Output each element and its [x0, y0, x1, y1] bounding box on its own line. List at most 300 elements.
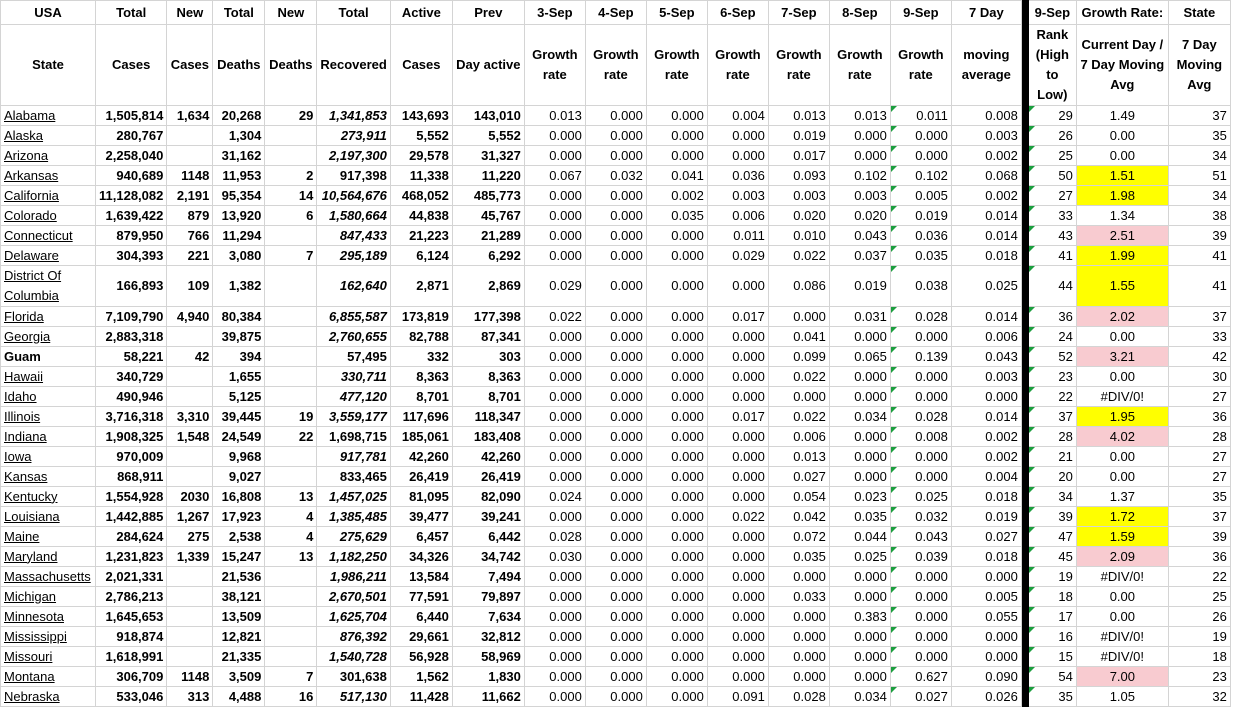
cases-cell[interactable]: 1,639,422 [96, 206, 167, 226]
g1-cell[interactable]: 0.029 [524, 266, 585, 307]
moving-cell[interactable]: 35 [1168, 126, 1230, 146]
g3-cell[interactable]: 0.000 [646, 527, 707, 547]
new-cases-cell[interactable]: 313 [167, 687, 213, 707]
g3-cell[interactable]: 0.000 [646, 607, 707, 627]
g7-cell[interactable]: 0.000 [890, 447, 951, 467]
ratio-cell[interactable]: 0.00 [1076, 607, 1168, 627]
header-cell[interactable]: Growth rate [646, 25, 707, 106]
moving-cell[interactable]: 18 [1168, 647, 1230, 667]
active-cell[interactable]: 5,552 [390, 126, 452, 146]
g6-cell[interactable]: 0.023 [829, 487, 890, 507]
header-cell[interactable]: Current Day / 7 Day Moving Avg [1076, 25, 1168, 106]
new-cases-cell[interactable]: 109 [167, 266, 213, 307]
avg-cell[interactable]: 0.000 [951, 567, 1021, 587]
g1-cell[interactable]: 0.024 [524, 487, 585, 507]
cases-cell[interactable]: 304,393 [96, 246, 167, 266]
g3-cell[interactable]: 0.002 [646, 186, 707, 206]
g7-cell[interactable]: 0.039 [890, 547, 951, 567]
state-cell[interactable] [1, 367, 96, 387]
g7-cell[interactable]: 0.011 [890, 106, 951, 126]
recovered-cell[interactable]: 57,495 [317, 347, 390, 367]
g7-cell[interactable]: 0.000 [890, 467, 951, 487]
g2-cell[interactable]: 0.000 [585, 186, 646, 206]
g6-cell[interactable]: 0.000 [829, 587, 890, 607]
moving-cell[interactable]: 28 [1168, 427, 1230, 447]
g6-cell[interactable]: 0.000 [829, 447, 890, 467]
g1-cell[interactable]: 0.000 [524, 567, 585, 587]
g6-cell[interactable]: 0.102 [829, 166, 890, 186]
g3-cell[interactable]: 0.000 [646, 507, 707, 527]
deaths-cell[interactable]: 13,509 [213, 607, 265, 627]
recovered-cell[interactable]: 275,629 [317, 527, 390, 547]
new-deaths-cell[interactable] [265, 567, 317, 587]
g3-cell[interactable]: 0.000 [646, 447, 707, 467]
column-divider[interactable] [1021, 467, 1028, 487]
recovered-cell[interactable]: 10,564,676 [317, 186, 390, 206]
header-cell[interactable]: State [1168, 1, 1230, 25]
rank-cell[interactable]: 21 [1028, 447, 1076, 467]
g6-cell[interactable]: 0.035 [829, 507, 890, 527]
new-cases-cell[interactable]: 3,310 [167, 407, 213, 427]
avg-cell[interactable]: 0.003 [951, 367, 1021, 387]
ratio-cell[interactable]: 1.37 [1076, 487, 1168, 507]
new-cases-cell[interactable] [167, 567, 213, 587]
prev-cell[interactable]: 34,742 [452, 547, 524, 567]
cases-cell[interactable]: 879,950 [96, 226, 167, 246]
g6-cell[interactable]: 0.000 [829, 367, 890, 387]
rank-cell[interactable]: 50 [1028, 166, 1076, 186]
g3-cell[interactable]: 0.035 [646, 206, 707, 226]
active-cell[interactable]: 332 [390, 347, 452, 367]
g6-cell[interactable]: 0.000 [829, 427, 890, 447]
new-deaths-cell[interactable] [265, 647, 317, 667]
header-cell[interactable]: Total [213, 1, 265, 25]
g3-cell[interactable]: 0.000 [646, 106, 707, 126]
g7-cell[interactable]: 0.000 [890, 627, 951, 647]
deaths-cell[interactable]: 20,268 [213, 106, 265, 126]
g5-cell[interactable]: 0.033 [768, 587, 829, 607]
g6-cell[interactable]: 0.037 [829, 246, 890, 266]
state-link[interactable]: Arkansas [4, 167, 59, 183]
recovered-cell[interactable]: 847,433 [317, 226, 390, 246]
avg-cell[interactable]: 0.005 [951, 587, 1021, 607]
g7-cell[interactable]: 0.000 [890, 587, 951, 607]
moving-cell[interactable]: 22 [1168, 567, 1230, 587]
cases-cell[interactable]: 970,009 [96, 447, 167, 467]
g4-cell[interactable]: 0.000 [707, 387, 768, 407]
g2-cell[interactable]: 0.000 [585, 307, 646, 327]
avg-cell[interactable]: 0.090 [951, 667, 1021, 687]
recovered-cell[interactable]: 517,130 [317, 687, 390, 707]
avg-cell[interactable]: 0.000 [951, 627, 1021, 647]
g2-cell[interactable]: 0.000 [585, 447, 646, 467]
recovered-cell[interactable]: 876,392 [317, 627, 390, 647]
g7-cell[interactable]: 0.028 [890, 407, 951, 427]
moving-cell[interactable]: 37 [1168, 307, 1230, 327]
state-cell[interactable] [1, 327, 96, 347]
cases-cell[interactable]: 868,911 [96, 467, 167, 487]
g5-cell[interactable]: 0.000 [768, 387, 829, 407]
g7-cell[interactable]: 0.102 [890, 166, 951, 186]
rank-cell[interactable]: 20 [1028, 467, 1076, 487]
header-cell[interactable]: Prev [452, 1, 524, 25]
g4-cell[interactable]: 0.000 [707, 367, 768, 387]
g7-cell[interactable]: 0.035 [890, 246, 951, 266]
ratio-cell[interactable]: 0.00 [1076, 587, 1168, 607]
deaths-cell[interactable]: 11,294 [213, 226, 265, 246]
g5-cell[interactable]: 0.017 [768, 146, 829, 166]
g7-cell[interactable]: 0.032 [890, 507, 951, 527]
active-cell[interactable]: 468,052 [390, 186, 452, 206]
deaths-cell[interactable]: 13,920 [213, 206, 265, 226]
state-cell[interactable] [1, 587, 96, 607]
column-divider[interactable] [1021, 25, 1028, 106]
prev-cell[interactable]: 45,767 [452, 206, 524, 226]
rank-cell[interactable]: 26 [1028, 126, 1076, 146]
avg-cell[interactable]: 0.068 [951, 166, 1021, 186]
active-cell[interactable]: 29,661 [390, 627, 452, 647]
g3-cell[interactable]: 0.000 [646, 367, 707, 387]
state-cell[interactable] [1, 567, 96, 587]
state-link[interactable]: Kansas [4, 468, 48, 484]
moving-cell[interactable]: 23 [1168, 667, 1230, 687]
prev-cell[interactable]: 82,090 [452, 487, 524, 507]
g2-cell[interactable]: 0.000 [585, 607, 646, 627]
cases-cell[interactable]: 1,505,814 [96, 106, 167, 126]
column-divider[interactable] [1021, 186, 1028, 206]
rank-cell[interactable]: 25 [1028, 146, 1076, 166]
active-cell[interactable]: 2,871 [390, 266, 452, 307]
recovered-cell[interactable]: 162,640 [317, 266, 390, 307]
column-divider[interactable] [1021, 487, 1028, 507]
state-link[interactable]: Minnesota [4, 608, 64, 624]
g5-cell[interactable]: 0.000 [768, 667, 829, 687]
g4-cell[interactable]: 0.000 [707, 347, 768, 367]
rank-cell[interactable]: 35 [1028, 687, 1076, 707]
deaths-cell[interactable]: 17,923 [213, 507, 265, 527]
active-cell[interactable]: 29,578 [390, 146, 452, 166]
recovered-cell[interactable]: 1,540,728 [317, 647, 390, 667]
g2-cell[interactable]: 0.000 [585, 327, 646, 347]
g3-cell[interactable]: 0.000 [646, 266, 707, 307]
new-deaths-cell[interactable] [265, 347, 317, 367]
column-divider[interactable] [1021, 1, 1028, 25]
state-link[interactable]: Indiana [4, 428, 47, 444]
recovered-cell[interactable]: 1,182,250 [317, 547, 390, 567]
g5-cell[interactable]: 0.000 [768, 567, 829, 587]
cases-cell[interactable]: 2,258,040 [96, 146, 167, 166]
ratio-cell[interactable]: 1.95 [1076, 407, 1168, 427]
column-divider[interactable] [1021, 647, 1028, 667]
g1-cell[interactable]: 0.000 [524, 667, 585, 687]
header-cell[interactable]: Cases [390, 25, 452, 106]
state-link[interactable]: Maryland [4, 548, 58, 564]
prev-cell[interactable]: 143,010 [452, 106, 524, 126]
new-cases-cell[interactable]: 766 [167, 226, 213, 246]
g3-cell[interactable]: 0.000 [646, 547, 707, 567]
state-cell[interactable] [1, 186, 96, 206]
ratio-cell[interactable]: 2.09 [1076, 547, 1168, 567]
column-divider[interactable] [1021, 246, 1028, 266]
header-cell[interactable]: Cases [96, 25, 167, 106]
moving-cell[interactable]: 38 [1168, 206, 1230, 226]
recovered-cell[interactable]: 1,385,485 [317, 507, 390, 527]
g2-cell[interactable]: 0.000 [585, 467, 646, 487]
new-deaths-cell[interactable]: 13 [265, 547, 317, 567]
g3-cell[interactable]: 0.000 [646, 587, 707, 607]
deaths-cell[interactable]: 39,875 [213, 327, 265, 347]
prev-cell[interactable]: 7,494 [452, 567, 524, 587]
header-cell[interactable]: New [265, 1, 317, 25]
header-cell[interactable]: Growth rate [524, 25, 585, 106]
g1-cell[interactable]: 0.067 [524, 166, 585, 186]
new-deaths-cell[interactable] [265, 607, 317, 627]
column-divider[interactable] [1021, 126, 1028, 146]
g4-cell[interactable]: 0.004 [707, 106, 768, 126]
header-cell[interactable]: 3-Sep [524, 1, 585, 25]
moving-cell[interactable]: 34 [1168, 186, 1230, 206]
cases-cell[interactable]: 1,231,823 [96, 547, 167, 567]
new-deaths-cell[interactable] [265, 587, 317, 607]
prev-cell[interactable]: 183,408 [452, 427, 524, 447]
column-divider[interactable] [1021, 106, 1028, 126]
new-cases-cell[interactable] [167, 627, 213, 647]
g5-cell[interactable]: 0.000 [768, 627, 829, 647]
ratio-cell[interactable]: 1.51 [1076, 166, 1168, 186]
new-cases-cell[interactable]: 879 [167, 206, 213, 226]
moving-cell[interactable]: 30 [1168, 367, 1230, 387]
prev-cell[interactable]: 11,220 [452, 166, 524, 186]
header-cell[interactable]: 7-Sep [768, 1, 829, 25]
cases-cell[interactable]: 918,874 [96, 627, 167, 647]
new-deaths-cell[interactable]: 2 [265, 166, 317, 186]
new-cases-cell[interactable]: 1,548 [167, 427, 213, 447]
g6-cell[interactable]: 0.065 [829, 347, 890, 367]
avg-cell[interactable]: 0.002 [951, 146, 1021, 166]
header-cell[interactable]: Day active [452, 25, 524, 106]
g5-cell[interactable]: 0.013 [768, 106, 829, 126]
rank-cell[interactable]: 24 [1028, 327, 1076, 347]
ratio-cell[interactable]: 4.02 [1076, 427, 1168, 447]
g1-cell[interactable]: 0.000 [524, 367, 585, 387]
avg-cell[interactable]: 0.000 [951, 387, 1021, 407]
active-cell[interactable]: 44,838 [390, 206, 452, 226]
ratio-cell[interactable]: 1.34 [1076, 206, 1168, 226]
active-cell[interactable]: 82,788 [390, 327, 452, 347]
header-cell[interactable]: 8-Sep [829, 1, 890, 25]
recovered-cell[interactable]: 1,698,715 [317, 427, 390, 447]
g5-cell[interactable]: 0.006 [768, 427, 829, 447]
ratio-cell[interactable]: #DIV/0! [1076, 567, 1168, 587]
new-cases-cell[interactable]: 1148 [167, 667, 213, 687]
rank-cell[interactable]: 43 [1028, 226, 1076, 246]
g2-cell[interactable]: 0.000 [585, 347, 646, 367]
moving-cell[interactable]: 25 [1168, 587, 1230, 607]
state-link[interactable]: Nebraska [4, 688, 60, 704]
g6-cell[interactable]: 0.020 [829, 206, 890, 226]
cases-cell[interactable]: 533,046 [96, 687, 167, 707]
new-cases-cell[interactable] [167, 387, 213, 407]
g6-cell[interactable]: 0.034 [829, 687, 890, 707]
g6-cell[interactable]: 0.025 [829, 547, 890, 567]
prev-cell[interactable]: 2,869 [452, 266, 524, 307]
g4-cell[interactable]: 0.017 [707, 307, 768, 327]
state-cell[interactable] [1, 347, 96, 367]
column-divider[interactable] [1021, 327, 1028, 347]
deaths-cell[interactable]: 4,488 [213, 687, 265, 707]
moving-cell[interactable]: 36 [1168, 547, 1230, 567]
rank-cell[interactable]: 33 [1028, 206, 1076, 226]
rank-cell[interactable]: 18 [1028, 587, 1076, 607]
g7-cell[interactable]: 0.005 [890, 186, 951, 206]
g2-cell[interactable]: 0.000 [585, 627, 646, 647]
header-cell[interactable]: Growth rate [829, 25, 890, 106]
active-cell[interactable]: 117,696 [390, 407, 452, 427]
g3-cell[interactable]: 0.000 [646, 687, 707, 707]
prev-cell[interactable]: 31,327 [452, 146, 524, 166]
state-cell[interactable] [1, 627, 96, 647]
new-cases-cell[interactable]: 221 [167, 246, 213, 266]
new-cases-cell[interactable] [167, 607, 213, 627]
g4-cell[interactable]: 0.000 [707, 447, 768, 467]
g6-cell[interactable]: 0.000 [829, 647, 890, 667]
state-cell[interactable] [1, 126, 96, 146]
deaths-cell[interactable]: 80,384 [213, 307, 265, 327]
deaths-cell[interactable]: 31,162 [213, 146, 265, 166]
new-cases-cell[interactable] [167, 367, 213, 387]
new-cases-cell[interactable]: 1148 [167, 166, 213, 186]
g1-cell[interactable]: 0.000 [524, 627, 585, 647]
prev-cell[interactable]: 39,241 [452, 507, 524, 527]
state-cell[interactable] [1, 547, 96, 567]
moving-cell[interactable]: 39 [1168, 527, 1230, 547]
ratio-cell[interactable]: 7.00 [1076, 667, 1168, 687]
new-cases-cell[interactable]: 42 [167, 347, 213, 367]
header-cell[interactable]: Recovered [317, 25, 390, 106]
g2-cell[interactable]: 0.000 [585, 647, 646, 667]
cases-cell[interactable]: 2,021,331 [96, 567, 167, 587]
active-cell[interactable]: 11,428 [390, 687, 452, 707]
g2-cell[interactable]: 0.000 [585, 407, 646, 427]
g5-cell[interactable]: 0.072 [768, 527, 829, 547]
moving-cell[interactable]: 36 [1168, 407, 1230, 427]
state-cell[interactable] [1, 447, 96, 467]
g1-cell[interactable]: 0.000 [524, 687, 585, 707]
rank-cell[interactable]: 47 [1028, 527, 1076, 547]
g6-cell[interactable]: 0.031 [829, 307, 890, 327]
recovered-cell[interactable]: 295,189 [317, 246, 390, 266]
cases-cell[interactable]: 1,554,928 [96, 487, 167, 507]
new-deaths-cell[interactable]: 7 [265, 246, 317, 266]
prev-cell[interactable]: 26,419 [452, 467, 524, 487]
new-cases-cell[interactable] [167, 447, 213, 467]
g3-cell[interactable]: 0.000 [646, 407, 707, 427]
state-link[interactable]: Michigan [4, 588, 57, 604]
rank-cell[interactable]: 29 [1028, 106, 1076, 126]
g2-cell[interactable]: 0.000 [585, 527, 646, 547]
g6-cell[interactable]: 0.000 [829, 667, 890, 687]
g4-cell[interactable]: 0.000 [707, 527, 768, 547]
state-cell[interactable] [1, 146, 96, 166]
avg-cell[interactable]: 0.014 [951, 206, 1021, 226]
g3-cell[interactable]: 0.000 [646, 146, 707, 166]
deaths-cell[interactable]: 3,080 [213, 246, 265, 266]
g6-cell[interactable]: 0.000 [829, 387, 890, 407]
cases-cell[interactable]: 306,709 [96, 667, 167, 687]
cases-cell[interactable]: 1,618,991 [96, 647, 167, 667]
new-deaths-cell[interactable] [265, 266, 317, 307]
g4-cell[interactable]: 0.000 [707, 647, 768, 667]
g4-cell[interactable]: 0.000 [707, 266, 768, 307]
avg-cell[interactable]: 0.026 [951, 687, 1021, 707]
state-link[interactable]: Florida [4, 308, 44, 324]
state-cell[interactable] [1, 427, 96, 447]
recovered-cell[interactable]: 477,120 [317, 387, 390, 407]
moving-cell[interactable]: 35 [1168, 487, 1230, 507]
moving-cell[interactable]: 27 [1168, 447, 1230, 467]
header-cell[interactable]: Rank (High to Low) [1028, 25, 1076, 106]
recovered-cell[interactable]: 917,781 [317, 447, 390, 467]
g3-cell[interactable]: 0.000 [646, 627, 707, 647]
g5-cell[interactable]: 0.020 [768, 206, 829, 226]
g6-cell[interactable]: 0.000 [829, 126, 890, 146]
column-divider[interactable] [1021, 587, 1028, 607]
column-divider[interactable] [1021, 166, 1028, 186]
g4-cell[interactable]: 0.000 [707, 567, 768, 587]
header-cell[interactable]: moving average [951, 25, 1021, 106]
rank-cell[interactable]: 19 [1028, 567, 1076, 587]
g5-cell[interactable]: 0.000 [768, 647, 829, 667]
g1-cell[interactable]: 0.000 [524, 387, 585, 407]
prev-cell[interactable]: 485,773 [452, 186, 524, 206]
g4-cell[interactable]: 0.000 [707, 146, 768, 166]
g7-cell[interactable]: 0.027 [890, 687, 951, 707]
g4-cell[interactable]: 0.011 [707, 226, 768, 246]
state-link[interactable]: Illinois [4, 408, 41, 424]
rank-cell[interactable]: 41 [1028, 246, 1076, 266]
g6-cell[interactable]: 0.383 [829, 607, 890, 627]
moving-cell[interactable]: 32 [1168, 687, 1230, 707]
deaths-cell[interactable]: 21,335 [213, 647, 265, 667]
deaths-cell[interactable]: 16,808 [213, 487, 265, 507]
deaths-cell[interactable]: 12,821 [213, 627, 265, 647]
header-cell[interactable]: Growth rate [707, 25, 768, 106]
header-cell[interactable]: 7 Day [951, 1, 1021, 25]
ratio-cell[interactable]: 1.98 [1076, 186, 1168, 206]
g5-cell[interactable]: 0.022 [768, 367, 829, 387]
ratio-cell[interactable]: 1.05 [1076, 687, 1168, 707]
column-divider[interactable] [1021, 226, 1028, 246]
header-cell[interactable]: 7 Day Moving Avg [1168, 25, 1230, 106]
g7-cell[interactable]: 0.038 [890, 266, 951, 307]
active-cell[interactable]: 8,363 [390, 367, 452, 387]
column-divider[interactable] [1021, 367, 1028, 387]
g5-cell[interactable]: 0.000 [768, 607, 829, 627]
new-deaths-cell[interactable] [265, 627, 317, 647]
g2-cell[interactable]: 0.000 [585, 266, 646, 307]
rank-cell[interactable]: 36 [1028, 307, 1076, 327]
column-divider[interactable] [1021, 567, 1028, 587]
moving-cell[interactable]: 41 [1168, 266, 1230, 307]
recovered-cell[interactable]: 917,398 [317, 166, 390, 186]
state-cell[interactable] [1, 527, 96, 547]
state-link[interactable]: Mississippi [4, 628, 67, 644]
active-cell[interactable]: 56,928 [390, 647, 452, 667]
rank-cell[interactable]: 37 [1028, 407, 1076, 427]
g6-cell[interactable]: 0.000 [829, 567, 890, 587]
state-link[interactable]: Georgia [4, 328, 51, 344]
g4-cell[interactable]: 0.000 [707, 587, 768, 607]
